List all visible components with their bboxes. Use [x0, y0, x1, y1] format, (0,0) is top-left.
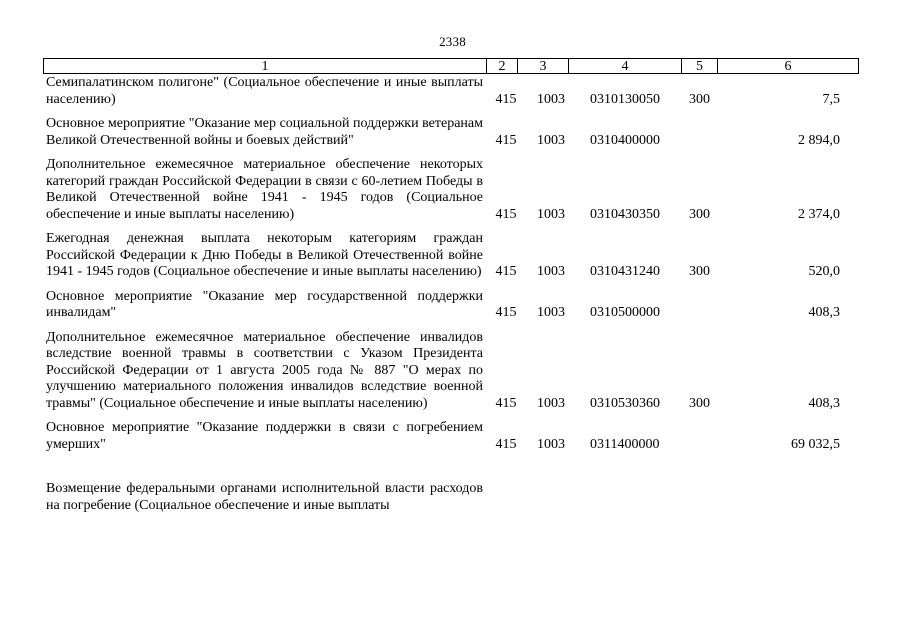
row-description: Возмещение федеральными органами исполнительной власти расходов на погребение (Социальное обеспечение и иные выплаты [46, 481, 483, 513]
row-description: Основное мероприятие "Оказание мер социальной поддержки ветеранам Великой Отечественной войны и боевых действий" [46, 116, 483, 148]
table-row [0, 330, 905, 413]
row-expense-type: 300 [689, 91, 710, 107]
row-ministry-code: 415 [495, 395, 517, 411]
row-description: Дополнительное ежемесячное материальное обеспечение некоторых категорий граждан Российской Федерации в связи с 60-летием Победы в Великой Отечественной войне 1941 - 1945 годов (Социальное обеспечение и иные выплаты населению) [46, 157, 483, 222]
column-header-2: 2 [487, 59, 518, 74]
column-header-6: 6 [718, 59, 859, 74]
table-row [0, 75, 905, 108]
row-description: Ежегодная денежная выплата некоторым категориям граждан Российской Федерации к Дню Победы в Великой Отечественной войне 1941 - 1945 годов (Социальное обеспечение и иные выплаты населению) [46, 231, 483, 279]
row-amount: 7,5 [822, 91, 840, 107]
row-target-article: 0310431240 [590, 264, 660, 279]
row-ministry-code: 415 [495, 264, 517, 279]
row-description: Основное мероприятие "Оказание поддержки в связи с погребением умерших" [46, 420, 483, 452]
row-expense-type: 300 [689, 206, 710, 222]
row-ministry-code: 415 [495, 91, 517, 107]
row-amount: 408,3 [808, 305, 840, 320]
row-amount: 2 374,0 [798, 206, 840, 222]
row-ministry-code: 415 [495, 206, 517, 222]
row-description: Дополнительное ежемесячное материальное обеспечение инвалидов вследствие военной травмы в соответствии с Указом Президента Российской Федерации от 1 августа 2005 года № 887 "О мерах по улучшению материального положения инвалидов вследствие военной травмы" (Социальное обеспечение и иные выплаты населению) [46, 329, 483, 411]
row-amount: 69 032,5 [791, 436, 840, 452]
row-section-code: 1003 [537, 305, 565, 320]
budget-rows [0, 75, 905, 514]
table-row [0, 420, 905, 453]
table-row [0, 157, 905, 223]
table-row [0, 289, 905, 322]
row-target-article: 0310400000 [590, 132, 660, 148]
row-target-article: 0311400000 [590, 436, 660, 452]
column-header-4: 4 [569, 59, 682, 74]
row-section-code: 1003 [537, 206, 565, 222]
row-section-code: 1003 [537, 264, 565, 279]
row-expense-type: 300 [689, 395, 710, 411]
table-row [0, 481, 905, 514]
row-section-code: 1003 [537, 436, 565, 452]
row-description: Семипалатинском полигоне" (Социальное обеспечение и иные выплаты населению) [46, 75, 483, 107]
row-amount: 2 894,0 [798, 132, 840, 148]
row-description: Основное мероприятие "Оказание мер государственной поддержки инвалидам" [46, 288, 483, 320]
column-header-table [43, 58, 859, 74]
row-target-article: 0310500000 [590, 305, 660, 320]
row-expense-type: 300 [689, 264, 710, 279]
row-section-code: 1003 [537, 132, 565, 148]
row-target-article: 0310430350 [590, 206, 660, 222]
row-amount: 408,3 [808, 395, 840, 411]
row-target-article: 0310130050 [590, 91, 660, 107]
row-section-code: 1003 [537, 395, 565, 411]
table-row [0, 116, 905, 149]
row-ministry-code: 415 [495, 305, 517, 320]
column-header-1: 1 [44, 59, 487, 74]
column-header-5: 5 [682, 59, 718, 74]
page-number: 2338 [439, 34, 466, 49]
row-ministry-code: 415 [495, 436, 517, 452]
row-ministry-code: 415 [495, 132, 517, 148]
table-row [0, 231, 905, 281]
column-header-3: 3 [518, 59, 569, 74]
row-section-code: 1003 [537, 91, 565, 107]
row-amount: 520,0 [808, 264, 840, 279]
row-target-article: 0310530360 [590, 395, 660, 411]
